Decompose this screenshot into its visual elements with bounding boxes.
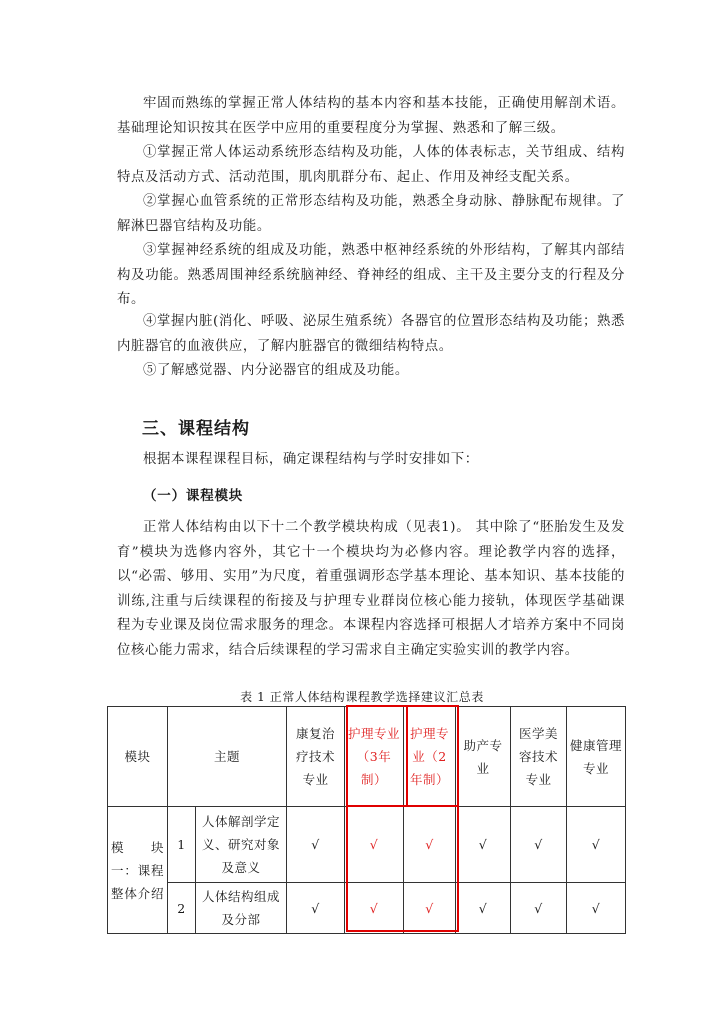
check-nursing-3yr: √: [345, 807, 404, 883]
row-number: 2: [168, 883, 196, 934]
header-rehab: 康复治疗技术专业: [287, 707, 345, 807]
header-beauty: 医学美容技术专业: [511, 707, 567, 807]
check-nursing-2yr: √: [404, 883, 456, 934]
table-row: [108, 883, 626, 934]
check-rehab: √: [287, 807, 345, 883]
section-heading: 三、课程结构: [142, 419, 250, 439]
header-nursing-3yr: 护理专业（3年制）: [345, 707, 404, 807]
row-topic: 人体结构组成及分部: [196, 883, 287, 934]
header-module: 模块: [108, 707, 168, 807]
module-body-paragraph: 正常人体结构由以下十二个教学模块构成（见表1)。 其中除了“胚胎发生及发育”模块为选修内容外，其它十一个模块均为必修内容。理论教学内容的选择，以“必需、够用、实用”为尺度，着重强调形态学基本理论、基本知识、基本技能的训练,注重与后续课程的衔接及与护理专业群岗位核心能力接轨，体现医学基础课程为专业课及岗位需求服务的理念。本课程内容选择可根据人才培养方案中不同岗位核心能力需求，结合后续课程的学习需求自主确定实验实训的教学内容。: [117, 520, 625, 658]
header-topic: 主题: [168, 707, 287, 807]
sub-heading: （一）课程模块: [143, 488, 244, 504]
header-midwifery: 助产专业: [456, 707, 511, 807]
row-topic: 人体解剖学定义、研究对象及意义: [196, 807, 287, 883]
item-3-paragraph: ③掌握神经系统的组成及功能，熟悉中枢神经系统的外形结构，了解其内部结构及功能。熟悉周围神经系统脑神经、脊神经的组成、主干及主要分支的行程及分布。: [117, 243, 625, 307]
item-1-paragraph: ①掌握正常人体运动系统形态结构及功能，人体的体表标志，关节组成、结构特点及活动方式、活动范围，肌肉肌群分布、起止、作用及神经支配关系。: [117, 145, 625, 185]
check-beauty: √: [511, 883, 567, 934]
item-5-paragraph: ⑤了解感觉器、内分泌器官的组成及功能。: [143, 363, 409, 378]
item-2-paragraph: ②掌握心血管系统的正常形态结构及功能，熟悉全身动脉、静脉配布规律。了解淋巴器官结构及功能。: [117, 194, 625, 234]
table-header-row: [108, 707, 626, 807]
check-nursing-2yr: √: [404, 807, 456, 883]
row-number: 1: [168, 807, 196, 883]
item-4-paragraph: ④掌握内脏(消化、呼吸、泌尿生殖系统）各器官的位置形态结构及功能；熟悉内脏器官的血液供应，了解内脏器官的微细结构特点。: [117, 314, 625, 354]
header-nursing-2yr: 护理专业（2年制）: [404, 707, 456, 807]
table-row: [108, 807, 626, 883]
intro-paragraph: 牢固而熟练的掌握正常人体结构的基本内容和基本技能，正确使用解剖术语。基础理论知识按其在医学中应用的重要程度分为掌握、熟悉和了解三级。: [117, 96, 625, 136]
check-midwifery: √: [456, 883, 511, 934]
check-health: √: [567, 807, 626, 883]
header-health: 健康管理专业: [567, 707, 626, 807]
course-selection-table: [107, 706, 626, 934]
check-health: √: [567, 883, 626, 934]
table-caption: 表 1 正常人体结构课程教学选择建议汇总表: [240, 690, 484, 704]
section-lead: 根据本课程课程目标，确定课程结构与学时安排如下：: [143, 452, 479, 467]
check-beauty: √: [511, 807, 567, 883]
module-cell: 模 块一：课程整体介绍: [108, 807, 168, 934]
check-midwifery: √: [456, 807, 511, 883]
check-rehab: √: [287, 883, 345, 934]
check-nursing-3yr: √: [345, 883, 404, 934]
